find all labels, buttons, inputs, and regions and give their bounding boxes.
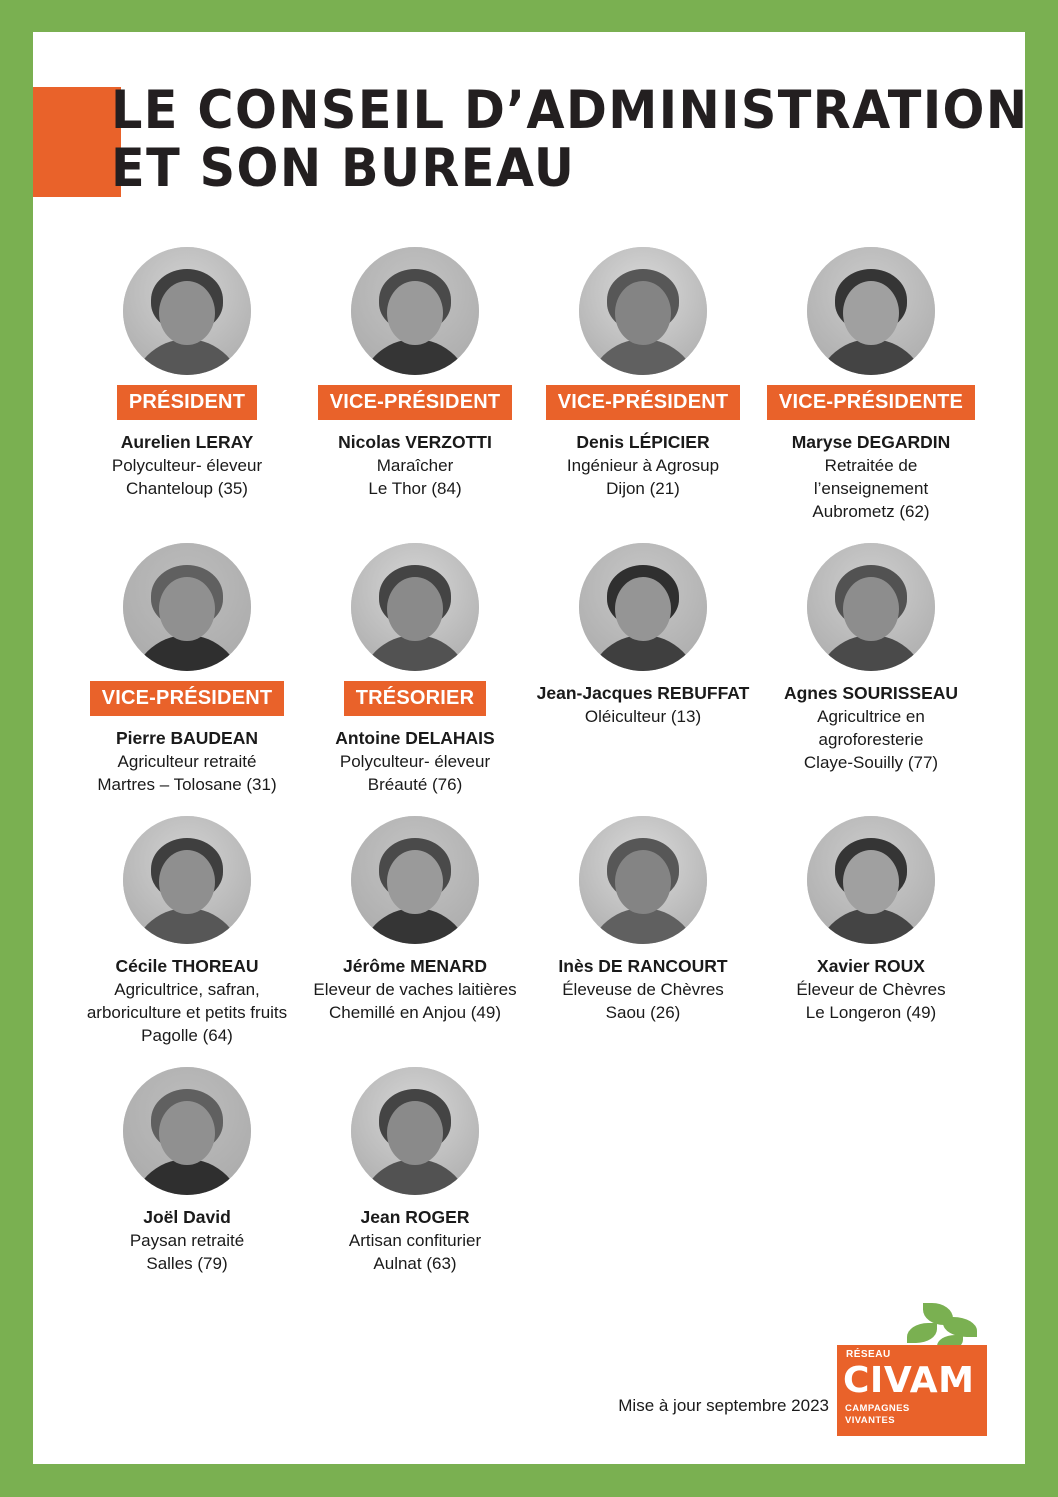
member-description [112,454,262,500]
member-description-line: Chanteloup (35) [126,479,248,498]
members-grid [73,247,985,1295]
portrait-cecile-thoreau [123,816,251,944]
member-description [349,1229,481,1275]
member-name: Cécile THOREAU [115,956,259,976]
portrait-jean-jacques-rebuffat [579,543,707,671]
member-description-line: Maraîcher [376,456,454,475]
decorative-orange-tab [33,87,121,197]
member-name: Antoine DELAHAIS [335,728,495,748]
member-card [757,543,985,796]
role-badge: VICE-PRÉSIDENT [546,385,741,420]
member-description [130,1229,244,1275]
update-note: Mise à jour septembre 2023 [618,1396,829,1415]
member-description [313,978,516,1024]
logo-main-text: CIVAM [843,1360,975,1401]
member-name: Jean ROGER [360,1207,470,1227]
portrait-jerome-menard [351,816,479,944]
member-name: Aurelien LERAY [120,432,254,452]
member-description-line: agroforesterie [818,730,924,749]
logo-tagline [845,1403,910,1427]
member-description-line: Agricultrice en [817,707,925,726]
member-name: Xavier ROUX [817,956,925,976]
member-description-line: Agriculteur retraité [117,752,257,771]
member-description [87,978,287,1047]
member-description-line: Dijon (21) [606,479,680,498]
member-description-line: Polyculteur- éleveur [111,456,263,475]
member-card [73,1067,301,1275]
role-badge: VICE-PRÉSIDENT [318,385,513,420]
member-name: Inès DE RANCOURT [558,956,728,976]
member-card [301,543,529,796]
member-description-line: Éleveuse de Chèvres [562,980,724,999]
member-description-line: Le Longeron (49) [805,1003,937,1022]
member-card [529,247,757,523]
civam-logo [837,1301,987,1436]
logo-tagline-line-2: VIVANTES [845,1415,896,1426]
role-badge: VICE-PRÉSIDENT [90,681,285,716]
member-name: Jean-Jacques REBUFFAT [536,683,750,703]
role-badge: TRÉSORIER [344,681,486,716]
member-description-line: l’enseignement [813,479,929,498]
member-description-line: Eleveur de vaches laitières [313,980,517,999]
member-card [301,1067,529,1275]
member-description-line: Polyculteur- éleveur [339,752,491,771]
portrait-agnes-sourisseau [807,543,935,671]
member-description-line: Agricultrice, safran, [114,980,260,999]
member-name: Pierre BAUDEAN [116,728,258,748]
member-description-line: Aulnat (63) [373,1254,457,1273]
portrait-ines-de-rancourt [579,816,707,944]
role-badge: PRÉSIDENT [117,385,257,420]
portrait-denis-lepicier [579,247,707,375]
page-title [111,80,1029,199]
member-card [73,816,301,1047]
member-name: Denis LÉPICIER [576,432,710,452]
member-description-line: Bréauté (76) [367,775,463,794]
member-card [301,816,529,1047]
member-description-line: Claye-Souilly (77) [803,753,939,772]
page-title-line-1: LE CONSEIL D’ADMINISTRATION [111,80,1029,141]
member-description [804,705,938,774]
logo-tagline-line-1: CAMPAGNES [845,1403,910,1414]
poster-sheet [33,32,1029,1464]
member-card [757,816,985,1047]
role-badge: VICE-PRÉSIDENTE [767,385,975,420]
member-name: Maryse DEGARDIN [791,432,951,452]
member-description-line: Saou (26) [605,1003,681,1022]
member-description-line: Aubrometz (62) [812,502,930,521]
member-description-line: Retraitée de [824,456,918,475]
member-description [340,750,490,796]
member-description-line: Chemillé en Anjou (49) [329,1003,501,1022]
member-description-line: Le Thor (84) [368,479,462,498]
member-description [585,705,701,728]
member-description-line: Artisan confiturier [348,1231,482,1250]
member-description [567,454,719,500]
member-description-line: Martres – Tolosane (31) [97,775,277,794]
member-description-line: Éleveur de Chèvres [796,980,946,999]
member-card [529,543,757,796]
logo-top-text: RÉSEAU [846,1349,891,1360]
member-description [97,750,276,796]
member-description-line: Oléiculteur (13) [584,707,702,726]
portrait-nicolas-verzotti [351,247,479,375]
portrait-pierre-baudean [123,543,251,671]
member-name: Nicolas VERZOTTI [338,432,492,452]
member-description [796,978,945,1024]
member-name: Jérôme MENARD [343,956,487,976]
member-card [73,247,301,523]
member-description-line: Salles (79) [146,1254,228,1273]
member-card [757,247,985,523]
member-card [73,543,301,796]
portrait-maryse-degardin [807,247,935,375]
portrait-xavier-roux [807,816,935,944]
member-description-line: Pagolle (64) [141,1026,233,1045]
page-title-line-2: ET SON BUREAU [111,138,576,199]
portrait-antoine-delahais [351,543,479,671]
portrait-joel-david [123,1067,251,1195]
portrait-aurelien-leray [123,247,251,375]
member-card [301,247,529,523]
member-card [529,816,757,1047]
member-description-line: Ingénieur à Agrosup [566,456,720,475]
logo-box [837,1345,987,1436]
member-name: Agnes SOURISSEAU [783,683,959,703]
portrait-jean-roger [351,1067,479,1195]
member-description-line: Paysan retraité [129,1231,245,1250]
member-name: Joël David [143,1207,231,1227]
member-description [368,454,461,500]
member-description [562,978,724,1024]
member-description-line: arboriculture et petits fruits [86,1003,288,1022]
member-description [812,454,929,523]
